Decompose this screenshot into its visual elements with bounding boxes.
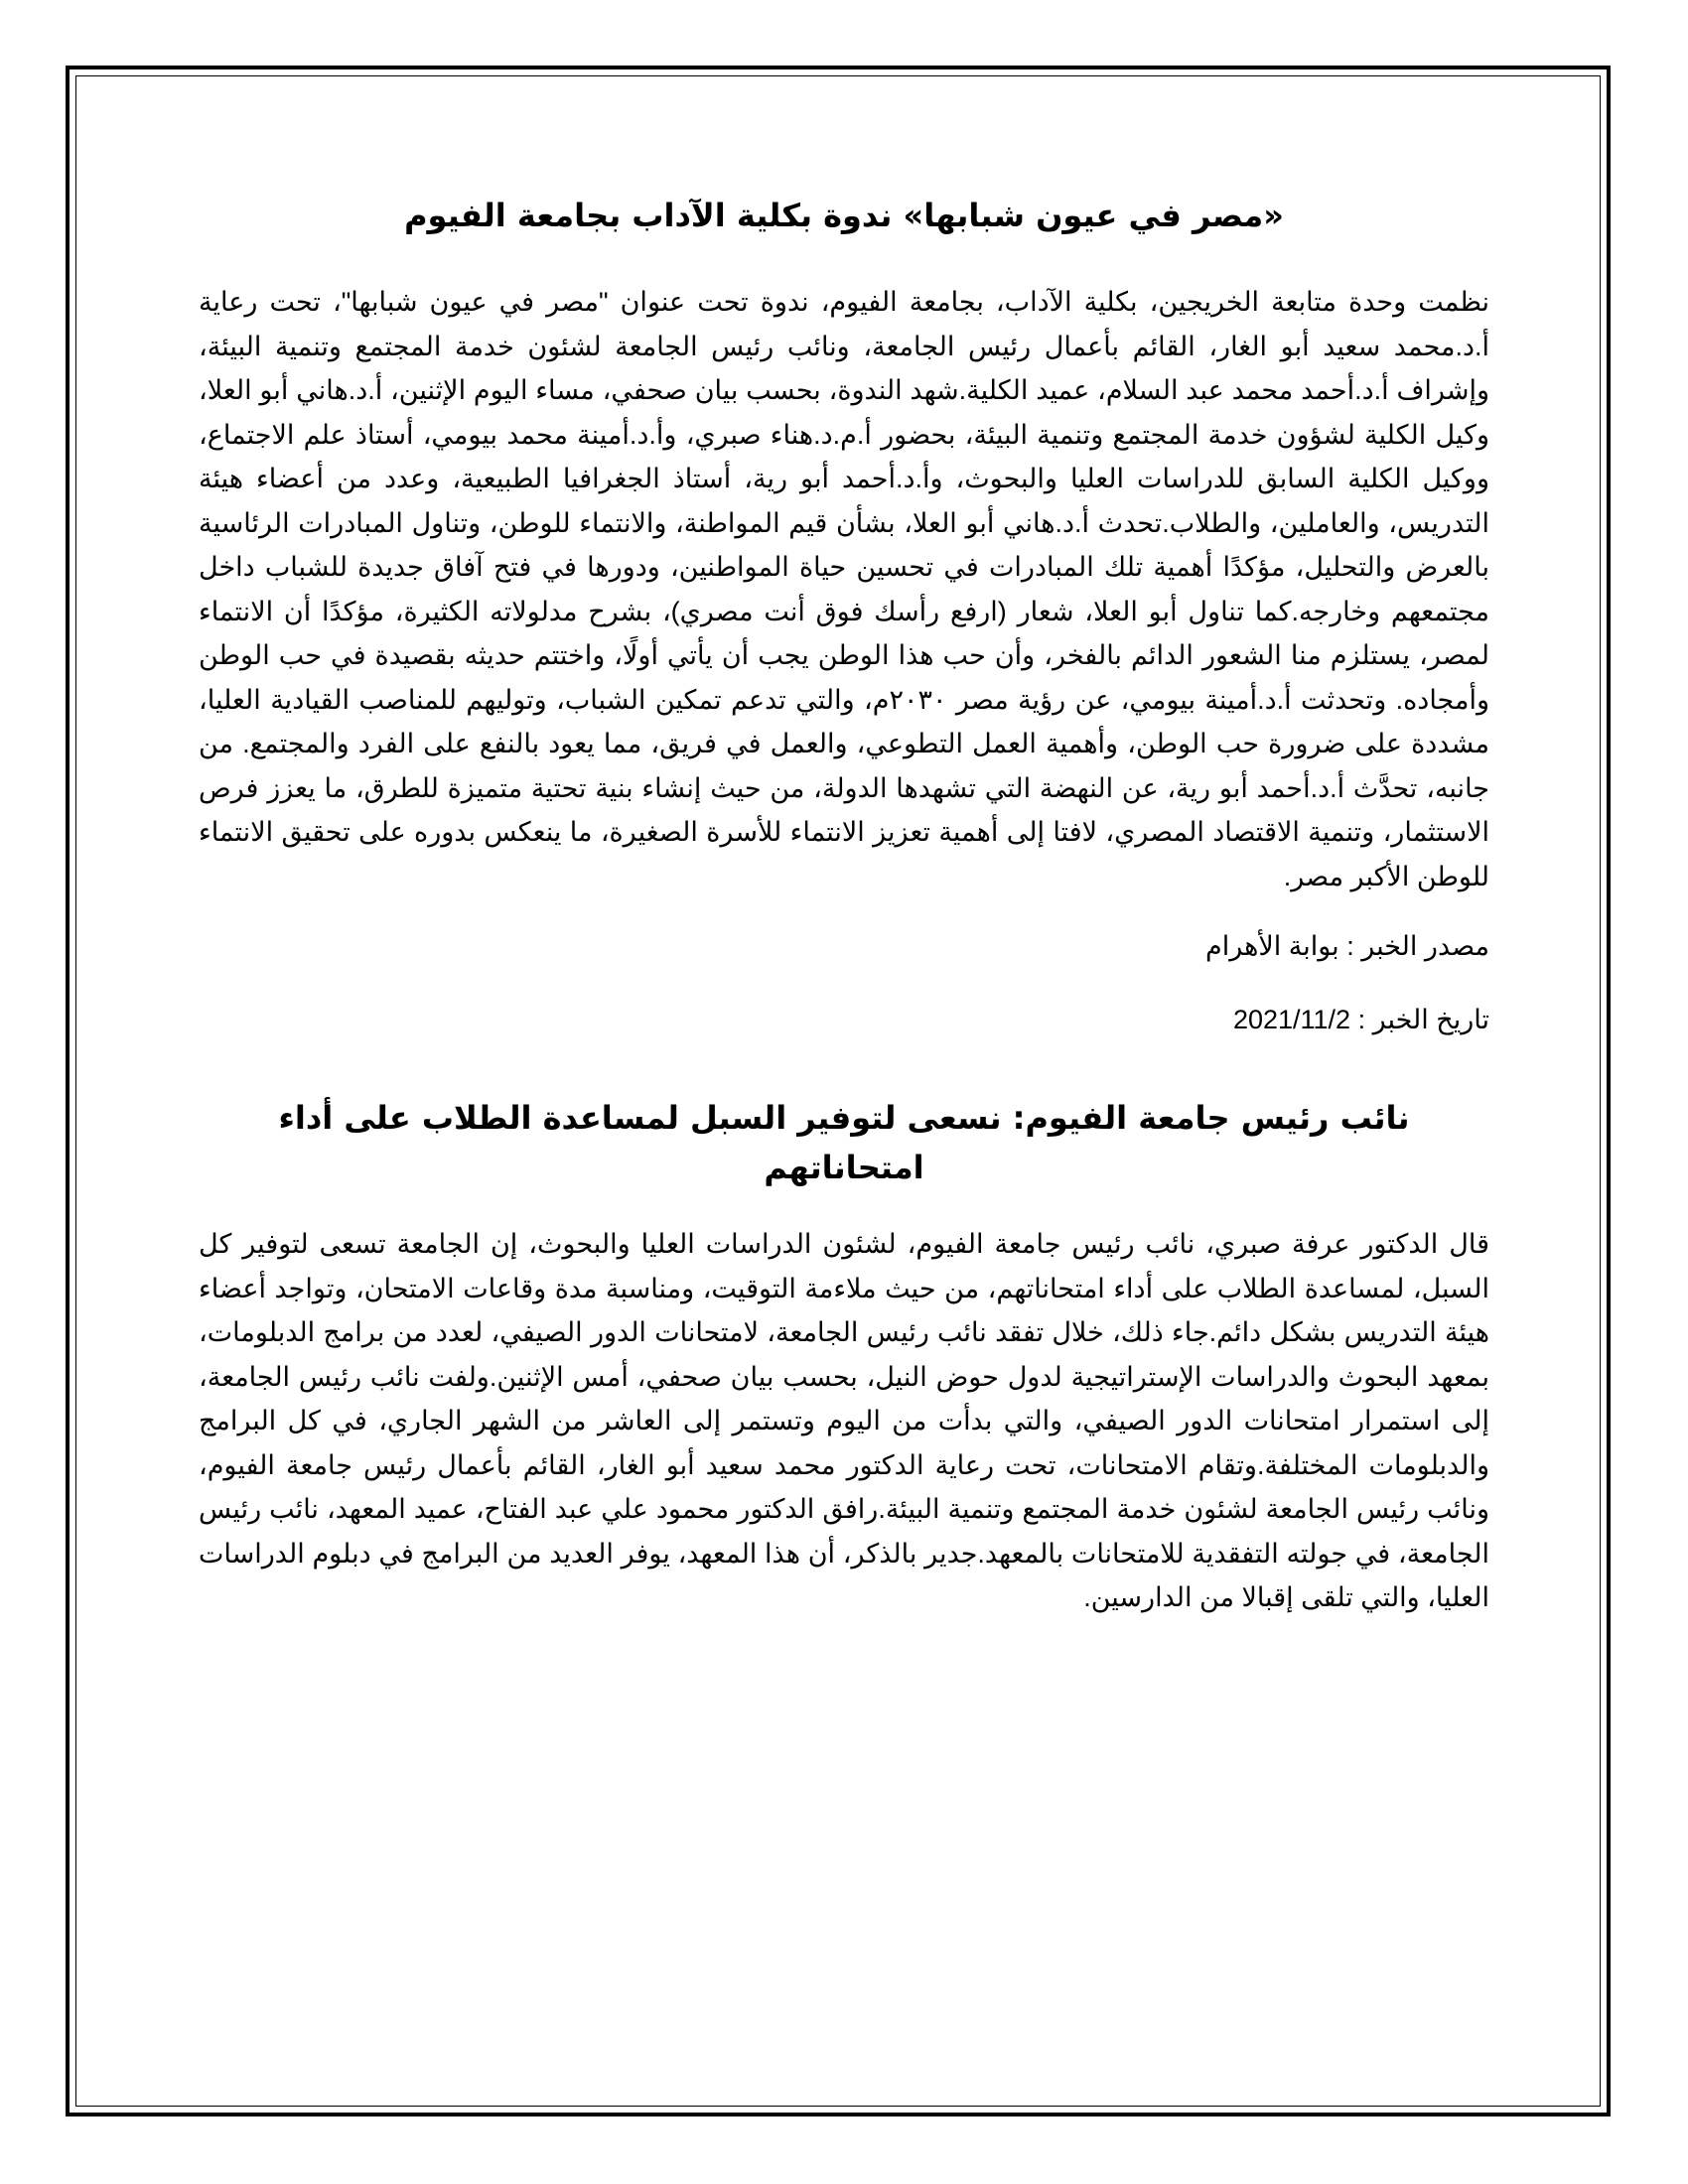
article-1-date: تاريخ الخبر : 2021/11/2 xyxy=(1232,1005,1489,1034)
article-1-source: مصدر الخبر : بوابة الأهرام xyxy=(1204,931,1489,961)
article-1 xyxy=(199,191,1489,1041)
article-1-title: «مصر في عيون شبابها» ندوة بكلية الآداب بجامعة الفيوم xyxy=(404,197,1284,234)
article-2-body: قال الدكتور عرفة صبري، نائب رئيس جامعة الفيوم، لشئون الدراسات العليا والبحوث، إن الجامعة تسعى لتوفير كل السبل، لمساعدة الطلاب على أداء امتحاناتهم، من حيث ملاءمة التوقيت، ومناسبة مدة وقاعات الامتحان، وتواجد أعضاء هيئة التدريس بشكل دائم.جاء ذلك، خلال تفقد نائب رئيس الجامعة، لامتحانات الدور الصيفي، لعدد من برامج الدبلومات، بمعهد البحوث والدراسات الإستراتيجية لدول حوض النيل، بحسب بيان صحفي، أمس الإثنين.ولفت نائب رئيس الجامعة، إلى استمرار امتحانات الدور الصيفي، والتي بدأت من اليوم وتستمر إلى العاشر من الشهر الجاري، في كل البرامج والدبلومات المختلفة.وتقام الامتحانات، تحت رعاية الدكتور محمد سعيد أبو الغار، القائم بأعمال رئيس جامعة الفيوم، ونائب رئيس الجامعة لشئون خدمة المجتمع وتنمية البيئة.رافق الدكتور محمود علي عبد الفتاح، عميد المعهد، نائب رئيس الجامعة، في جولته التفقدية للامتحانات بالمعهد.جدير بالذكر، أن هذا المعهد، يوفر العديد من البرامج في دبلوم الدراسات العليا، والتي تلقى إقبالا من الدارسين. xyxy=(199,1229,1489,1612)
article-2 xyxy=(199,1093,1489,1620)
document-content xyxy=(199,179,1489,1620)
article-1-body: نظمت وحدة متابعة الخريجين، بكلية الآداب، بجامعة الفيوم، ندوة تحت عنوان "مصر في عيون شبابها"، تحت رعاية أ.د.محمد سعيد أبو الغار، القائم بأعمال رئيس الجامعة، ونائب رئيس الجامعة لشئون خدمة المجتمع وتنمية البيئة، وإشراف أ.د.أحمد محمد عبد السلام، عميد الكلية.شهد الندوة، بحسب بيان صحفي، مساء اليوم الإثنين، أ.د.هاني أبو العلا، وكيل الكلية لشؤون خدمة المجتمع وتنمية البيئة، بحضور أ.م.د.هناء صبري، وأ.د.أمينة محمد بيومي، أستاذ علم الاجتماع، ووكيل الكلية السابق للدراسات العليا والبحوث، وأ.د.أحمد أبو رية، أستاذ الجغرافيا الطبيعية، وعدد من أعضاء هيئة التدريس، والعاملين، والطلاب.تحدث أ.د.هاني أبو العلا، بشأن قيم المواطنة، والانتماء للوطن، وتناول المبادرات الرئاسية بالعرض والتحليل، مؤكدًا أهمية تلك المبادرات في تحسين حياة المواطنين، ودورها في فتح آفاق جديدة للشباب داخل مجتمعهم وخارجه.كما تناول أبو العلا، شعار (ارفع رأسك فوق أنت مصري)، بشرح مدلولاته الكثيرة، مؤكدًا أن الانتماء لمصر، يستلزم منا الشعور الدائم بالفخر، وأن حب هذا الوطن يجب أن يأتي أولًا، واختتم حديثه بقصيدة في حب الوطن وأمجاده. وتحدثت أ.د.أمينة بيومي، عن رؤية مصر ٢٠٣٠م، والتي تدعم تمكين الشباب، وتوليهم للمناصب القيادية العليا، مشددة على ضرورة حب الوطن، وأهمية العمل التطوعي، والعمل في فريق، مما يعود بالنفع على الفرد والمجتمع. من جانبه، تحدَّث أ.د.أحمد أبو رية، عن النهضة التي تشهدها الدولة، من حيث إنشاء بنية تحتية متميزة للطرق، ما يعزز فرص الاستثمار، وتنمية الاقتصاد المصري، لافتا إلى أهمية تعزيز الانتماء للأسرة الصغيرة، ما ينعكس بدوره على تحقيق الانتماء للوطن الأكبر مصر. xyxy=(199,287,1489,891)
article-2-title: نائب رئيس جامعة الفيوم: نسعى لتوفير السبل لمساعدة الطلاب على أداء امتحاناتهم xyxy=(278,1099,1410,1186)
